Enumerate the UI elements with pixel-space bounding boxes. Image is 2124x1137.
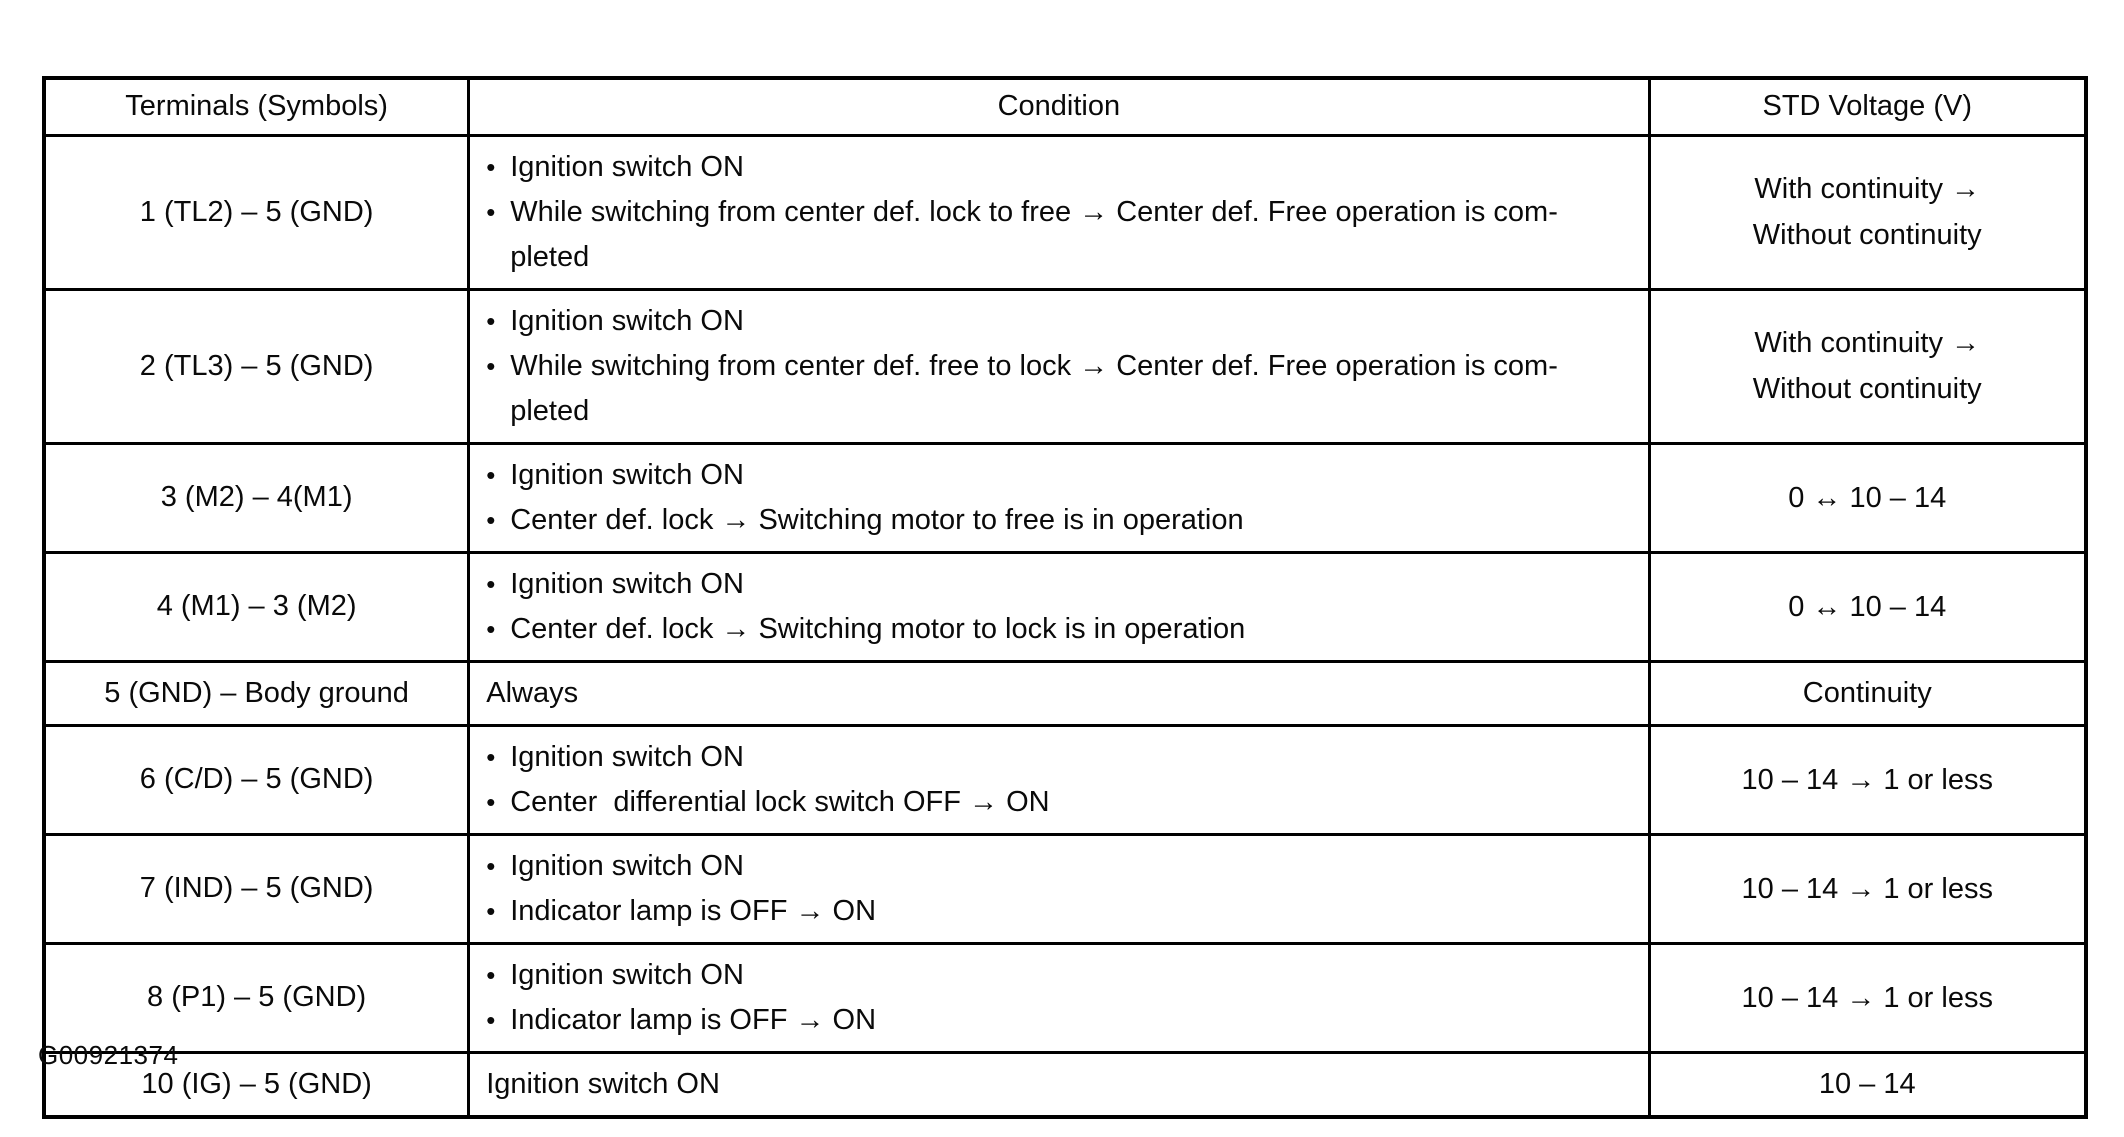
bullet-icon: • xyxy=(486,741,496,772)
condition-cell xyxy=(469,834,1649,943)
condition-line xyxy=(486,1062,1633,1107)
bullet-icon: • xyxy=(486,850,496,881)
bullet-icon: • xyxy=(486,196,496,227)
condition-line xyxy=(486,562,1633,607)
condition-cell xyxy=(469,725,1649,834)
terminal-cell: 3 (M2) – 4(M1) xyxy=(44,443,469,552)
voltage-line: Without continuity xyxy=(1752,219,1982,251)
condition-cell xyxy=(469,943,1649,1052)
voltage-cell xyxy=(1649,135,2086,289)
voltage-line: 10 – 14 → 1 or less xyxy=(1741,981,1993,1014)
terminal-cell: 7 (IND) – 5 (GND) xyxy=(44,834,469,943)
condition-text: Ignition switch ON xyxy=(510,849,744,882)
voltage-line: 0 ↔ 10 – 14 xyxy=(1788,590,1947,623)
bullet-icon: • xyxy=(486,568,496,599)
voltage-cell xyxy=(1649,725,2086,834)
condition-text: Ignition switch ON xyxy=(510,150,744,183)
header-row xyxy=(44,78,2086,135)
figure-id-label: G00921374 xyxy=(38,1040,179,1070)
terminal-cell: 1 (TL2) – 5 (GND) xyxy=(44,135,469,289)
condition-cell xyxy=(469,661,1649,725)
terminal-cell: 2 (TL3) – 5 (GND) xyxy=(44,289,469,443)
voltage-cell xyxy=(1649,943,2086,1052)
condition-text: Ignition switch ON xyxy=(510,304,744,337)
condition-text: Ignition switch ON xyxy=(510,740,744,773)
terminal-cell: 4 (M1) – 3 (M2) xyxy=(44,552,469,661)
condition-text: While switching from center def. lock to free → Center def. Free operation is com- xyxy=(510,195,1558,228)
voltage-line: 10 – 14 → 1 or less xyxy=(1741,872,1993,905)
terminal-cell: 5 (GND) – Body ground xyxy=(44,661,469,725)
condition-cell xyxy=(469,1052,1649,1117)
condition-line xyxy=(486,145,1633,190)
bullet-icon: • xyxy=(486,1004,496,1035)
condition-cell xyxy=(469,135,1649,289)
condition-cell xyxy=(469,443,1649,552)
table-row xyxy=(44,1052,2086,1117)
condition-text: pleted xyxy=(510,240,590,273)
terminal-cell: 8 (P1) – 5 (GND) xyxy=(44,943,469,1052)
condition-text: Ignition switch ON xyxy=(510,458,744,491)
bullet-icon: • xyxy=(486,504,496,535)
bullet-icon: • xyxy=(486,613,496,644)
condition-text: Ignition switch ON xyxy=(510,958,744,991)
terminal-voltage-table xyxy=(42,76,2088,1119)
table-row xyxy=(44,834,2086,943)
condition-line xyxy=(486,498,1633,543)
col-header-terminals: Terminals (Symbols) xyxy=(44,78,469,135)
terminal-cell: 6 (C/D) – 5 (GND) xyxy=(44,725,469,834)
voltage-line: With continuity → xyxy=(1754,327,1981,359)
table-row xyxy=(44,289,2086,443)
condition-text: Indicator lamp is OFF → ON xyxy=(510,1003,877,1036)
condition-line xyxy=(486,607,1633,652)
voltage-cell xyxy=(1649,289,2086,443)
bullet-icon: • xyxy=(486,786,496,817)
voltage-cell xyxy=(1649,443,2086,552)
condition-text: Always xyxy=(486,676,579,709)
condition-text: Ignition switch ON xyxy=(510,567,744,600)
table-row xyxy=(44,943,2086,1052)
table-row xyxy=(44,725,2086,834)
condition-text: Center def. lock → Switching motor to free is in operation xyxy=(510,503,1244,536)
col-header-condition: Condition xyxy=(469,78,1649,135)
bullet-icon: • xyxy=(486,350,496,381)
bullet-icon: • xyxy=(486,459,496,490)
table-row xyxy=(44,552,2086,661)
condition-line-continuation xyxy=(486,235,1633,280)
bullet-icon: • xyxy=(486,959,496,990)
condition-line xyxy=(486,344,1633,389)
bullet-icon: • xyxy=(486,895,496,926)
voltage-line: Without continuity xyxy=(1752,373,1982,405)
voltage-line: 10 – 14 → 1 or less xyxy=(1741,763,1993,796)
condition-line xyxy=(486,299,1633,344)
voltage-line: Continuity xyxy=(1802,677,1932,709)
table-row xyxy=(44,135,2086,289)
condition-text: While switching from center def. free to lock → Center def. Free operation is com- xyxy=(510,349,1558,382)
voltage-line: 10 – 14 xyxy=(1818,1068,1916,1100)
voltage-line: With continuity → xyxy=(1754,173,1981,205)
col-header-std-voltage: STD Voltage (V) xyxy=(1649,78,2086,135)
voltage-cell xyxy=(1649,834,2086,943)
voltage-cell xyxy=(1649,1052,2086,1117)
condition-cell xyxy=(469,289,1649,443)
voltage-cell xyxy=(1649,552,2086,661)
bullet-icon: • xyxy=(486,305,496,336)
condition-line xyxy=(486,453,1633,498)
condition-text: Ignition switch ON xyxy=(486,1067,720,1100)
voltage-cell xyxy=(1649,661,2086,725)
condition-text: Center differential lock switch OFF → ON xyxy=(510,785,1050,818)
bullet-icon: • xyxy=(486,151,496,182)
condition-line xyxy=(486,190,1633,235)
condition-line xyxy=(486,889,1633,934)
terminal-cell: 10 (IG) – 5 (GND) xyxy=(44,1052,469,1117)
condition-line xyxy=(486,671,1633,716)
condition-line xyxy=(486,953,1633,998)
condition-text: pleted xyxy=(510,394,590,427)
condition-line-continuation xyxy=(486,389,1633,434)
condition-line xyxy=(486,998,1633,1043)
condition-text: Center def. lock → Switching motor to lock is in operation xyxy=(510,612,1246,645)
voltage-line: 0 ↔ 10 – 14 xyxy=(1788,481,1947,514)
condition-cell xyxy=(469,552,1649,661)
condition-line xyxy=(486,844,1633,889)
table-row xyxy=(44,661,2086,725)
condition-line xyxy=(486,735,1633,780)
condition-text: Indicator lamp is OFF → ON xyxy=(510,894,877,927)
condition-line xyxy=(486,780,1633,825)
table-row xyxy=(44,443,2086,552)
